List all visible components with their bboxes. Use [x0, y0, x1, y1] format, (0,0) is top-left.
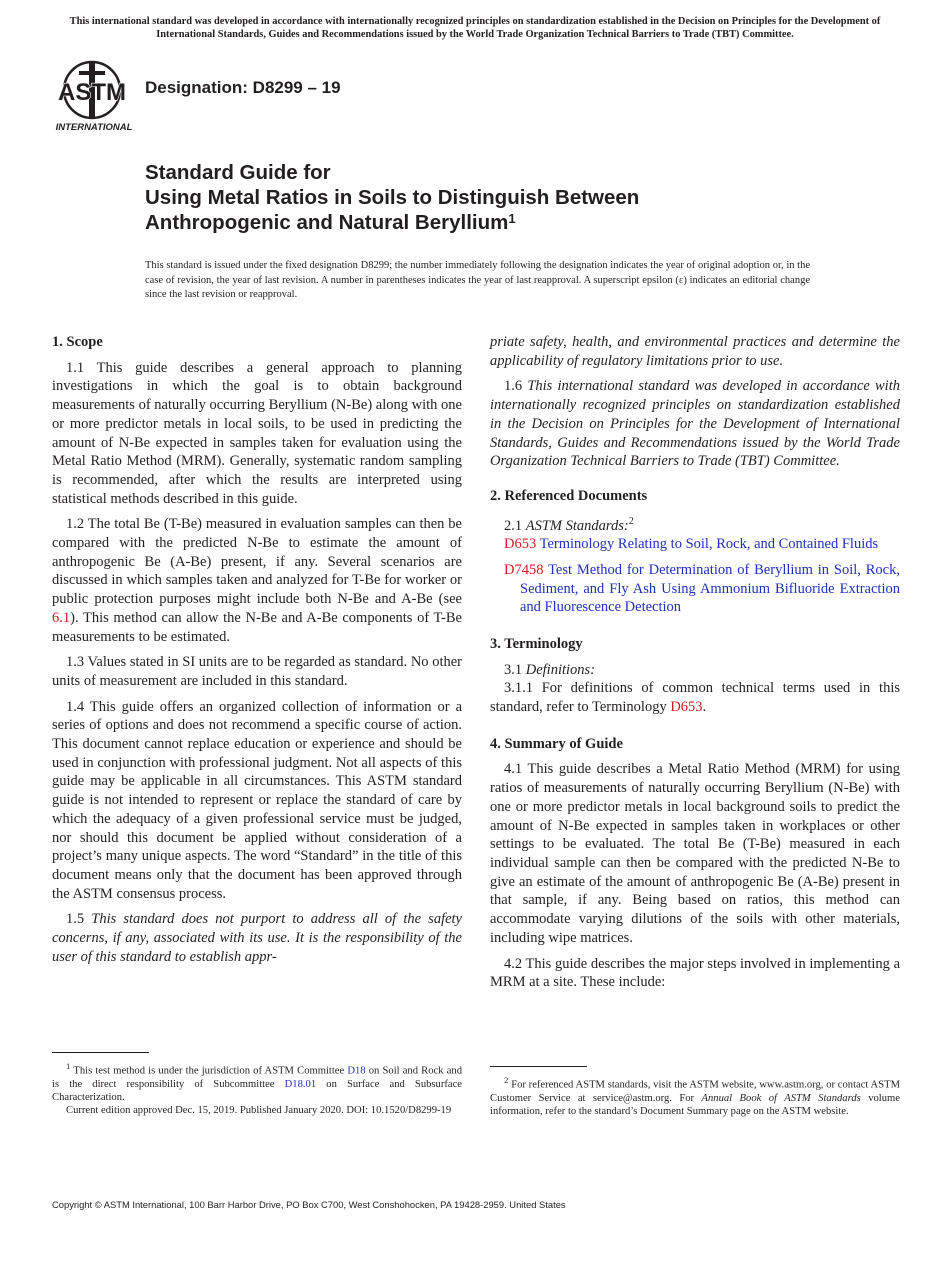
link-d653[interactable]: D653 [670, 699, 703, 716]
document-title [145, 160, 639, 235]
para-3-1-1: 3.1.1 For definitions of common technical terms used in this standard, refer to Terminology D653. [490, 680, 900, 716]
section-heading-terminology: 3. Terminology [490, 635, 583, 652]
link-d18-01[interactable]: D18.01 [284, 1078, 317, 1090]
copyright-footer: Copyright © ASTM International, 100 Barr Harbor Drive, PO Box C700, West Conshohocken, PA 19428-2959. United States [52, 1199, 566, 1210]
title-line-2: Using Metal Ratios in Soils to Distinguish Between [145, 186, 640, 209]
para-1-4: 1.4 This guide offers an organized collection of information or a series of options and does not recommend a specific course of action. This document cannot replace education or experience and should be used in conjunction with professional judgment. Not all aspects of this guide may be applicable in all circumstances. This ASTM standard guide is not intended to represent or replace the standard of care by which the adequacy of a given professional service must be judged, nor should this document be applied without consideration of a project’s many unique aspects. The word “Standard” in the title of this document means only that the document has been approved through the ASTM consensus process. [52, 698, 462, 902]
link-6-1[interactable]: 6.1 [52, 609, 71, 626]
title-footnote-ref: 1 [508, 211, 516, 226]
footnote-rule-left [52, 1052, 149, 1053]
para-1-2: 1.2 The total Be (T-Be) measured in evaluation samples can then be compared with the predicted N-Be to estimate the amount of anthropogenic Be (A-Be) present, if any. Several scenarios are discussed in which samples taken and analyzed for T-Be for worker or public protection purposes might include both N-Be and A-Be (see 6.1). This method can allow the N-Be and A-Be components of T-Be measurements to be estimated. [52, 516, 462, 645]
para-3-1: 3.1 Definitions: [504, 661, 596, 678]
reference-item-d653[interactable]: D653 Terminology Relating to Soil, Rock, and Contained Fluids [504, 536, 879, 553]
para-1-3: 1.3 Values stated in SI units are to be regarded as standard. No other units of measurement are included in this standard. [52, 654, 462, 689]
section-heading-scope: 1. Scope [52, 334, 103, 350]
footnote-rule-right [490, 1066, 587, 1067]
right-column [490, 333, 900, 999]
para-1-6: 1.6 This international standard was developed in accordance with internationally recognized principles on standardization established in the Decision on Principles for the Development of International Standards, Guides and Recommendations issued by the World Trade Organization Technical Barriers to Trade (TBT) Committee. [490, 378, 900, 470]
title-line-3: Anthropogenic and Natural Beryllium$^1$ [145, 211, 516, 234]
footnote-1: $^1$ This test method is under the jurisdiction of ASTM Committee D18 on Soil and Rock and is the direct responsibility of Subcommittee D18.01 on Surface and Subsurface Characterization. Current edition approved Dec. 15, 2019. Published January 2020. DOI: 10.1520/D8299-19 [52, 1061, 462, 1117]
svg-text:ASTM: ASTM [58, 79, 126, 106]
standard-issue-note: This standard is issued under the fixed designation D8299; the number immediately following the designation indicates the year of original adoption or, in the case of revision, the year of last revision. A number in parentheses indicates the year of last reapproval. A superscript epsilon (ε) indicates an editorial change since the last revision or reapproval. [145, 260, 810, 300]
section-heading-referenced-documents: 2. Referenced Documents [490, 487, 648, 504]
para-4-1: 4.1 This guide describes a Metal Ratio Method (MRM) for using ratios of measurements of naturally occurring Beryllium (N-Be) with one or more predictor metals in local background soils to predict the amount of N-Be expected in samples taken in workplaces or other settings to be evaluated. The total Be (T-Be) measured in each individual sample can then be compared with the predicted N-Be to give an estimate of the amount of anthropogenic Be (A-Be) present in that sample, if any. Being based on ratios, this method can accommodate varying dilutions of the soils with other materials, including wipe matrices. [490, 761, 900, 946]
title-line-1: Standard Guide for [145, 161, 331, 184]
para-4-2: 4.2 This guide describes the major steps involved in implementing a MRM at a site. These include: [490, 955, 900, 991]
designation: Designation: D8299 – 19 [145, 78, 341, 97]
link-d18[interactable]: D18 [347, 1065, 366, 1077]
para-2-1: 2.1 ASTM Standards:$^2$ [504, 515, 634, 534]
astm-logo [52, 57, 136, 133]
para-1-1: 1.1 This guide describes a general approach to planning investigations in which the goal is to obtain background measurements of naturally occurring Beryllium (N-Be) along with one or more predictor metals in local soils, to be used in predicting the amount of N-Be expected in samples taken for evaluation using the Metal Ratio Method (MRM). Generally, systematic random sampling is recommended, after which the results are interpreted using statistical methods described in this guide. [52, 359, 462, 507]
left-column [52, 333, 462, 974]
section-heading-summary: 4. Summary of Guide [490, 735, 623, 752]
astm-logo-icon [52, 57, 136, 133]
footnote-2: $^2$ For referenced ASTM standards, visit the ASTM website, www.astm.org, or contact ASTM Customer Service at service@astm.org. For Annual Book of ASTM Standards volume information, refer to the standard’s Document Summary page on the ASTM website. [490, 1075, 900, 1118]
para-1-5-continued: priate safety, health, and environmental practices and determine the applicability of regulatory limitations prior to use. [490, 334, 900, 369]
svg-text:INTERNATIONAL: INTERNATIONAL [55, 122, 133, 133]
wto-note: This international standard was developed in accordance with internationally recognized principles on standardization established in the Decision on Principles for the Development of International Standards, Guides and Recommendations issued by the World Trade Organization Technical Barriers to Trade (TBT) Committee. [69, 16, 881, 40]
reference-list [490, 535, 900, 617]
para-1-5: 1.5 This standard does not purport to address all of the safety concerns, if any, associated with its use. It is the responsibility of the user of this standard to establish appr- [52, 911, 462, 965]
reference-item-d7458[interactable]: D7458 Test Method for Determination of Beryllium in Soil, Rock, Sediment, and Fly Ash Using Ammonium Bifluoride Extraction and Fluorescence Detection [504, 561, 900, 616]
edition-note: Current edition approved Dec. 15, 2019. Published January 2020. DOI: 10.1520/D8299-19 [66, 1105, 452, 1117]
